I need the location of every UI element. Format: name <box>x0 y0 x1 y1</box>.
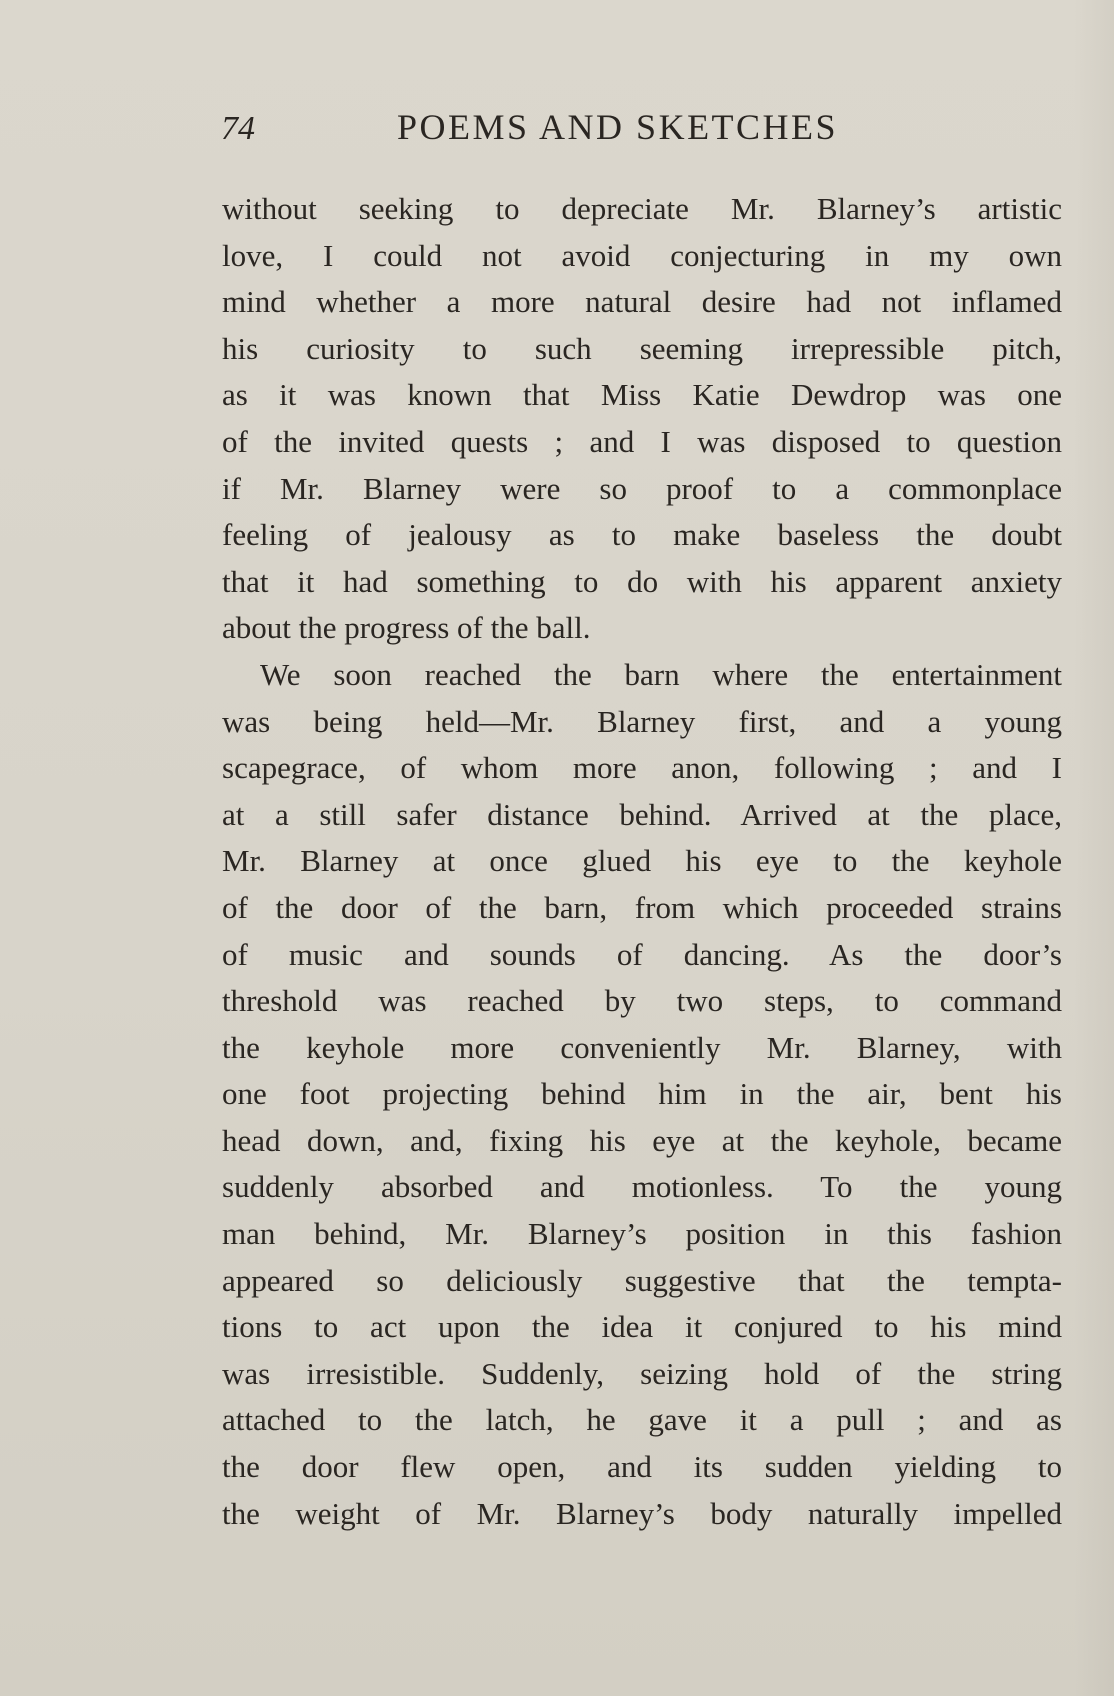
page-number: 74 <box>221 110 255 147</box>
text-line: was irresistible. Suddenly, seizing hold of the string <box>222 1355 1062 1391</box>
body-text <box>222 186 1062 1537</box>
text-line: suddenly absorbed and motionless. To the young <box>222 1169 1062 1205</box>
text-line: mind whether a more natural desire had not inflamed <box>222 284 1062 320</box>
text-line: love, I could not avoid conjecturing in my own <box>222 237 1062 273</box>
text-line: was being held—Mr. Blarney first, and a young <box>222 703 1062 739</box>
text-line: of the door of the barn, from which proceeded strains <box>222 889 1062 925</box>
paragraph-start-line: We soon reached the barn where the entertainment <box>260 656 1062 692</box>
text-line: of the invited quests ; and I was disposed to question <box>222 423 1062 459</box>
text-line: of music and sounds of dancing. As the door’s <box>222 936 1062 972</box>
text-line: his curiosity to such seeming irrepressible pitch, <box>222 330 1062 366</box>
text-line: tions to act upon the idea it conjured to his mind <box>222 1309 1062 1345</box>
text-line: that it had something to do with his apparent anxiety <box>222 563 1062 599</box>
text-line: Mr. Blarney at once glued his eye to the keyhole <box>222 843 1062 879</box>
text-line: man behind, Mr. Blarney’s position in this fashion <box>222 1216 1062 1252</box>
text-line: scapegrace, of whom more anon, following ; and I <box>222 750 1062 786</box>
text-line: if Mr. Blarney were so proof to a commonplace <box>222 470 1062 506</box>
text-line: head down, and, fixing his eye at the keyhole, became <box>222 1122 1062 1158</box>
page-edge-shadow <box>1074 0 1114 1696</box>
text-line: one foot projecting behind him in the air, bent his <box>222 1076 1062 1112</box>
paragraph-end-line: about the progress of the ball. <box>222 610 591 646</box>
text-line: the weight of Mr. Blarney’s body naturally impelled <box>222 1495 1062 1531</box>
text-line: the door flew open, and its sudden yielding to <box>222 1449 1062 1485</box>
running-head <box>221 106 1061 156</box>
text-line: as it was known that Miss Katie Dewdrop was one <box>222 377 1062 413</box>
text-line: at a still safer distance behind. Arrived at the place, <box>222 796 1062 832</box>
running-title: POEMS AND SKETCHES <box>397 107 839 147</box>
text-line: threshold was reached by two steps, to command <box>222 983 1062 1019</box>
text-line: without seeking to depreciate Mr. Blarney’s artistic <box>222 191 1062 226</box>
text-line: feeling of jealousy as to make baseless the doubt <box>222 517 1062 553</box>
text-line: the keyhole more conveniently Mr. Blarney, with <box>222 1029 1062 1065</box>
text-line: appeared so deliciously suggestive that the tempta- <box>222 1262 1062 1298</box>
text-line: attached to the latch, he gave it a pull ; and as <box>222 1402 1062 1438</box>
